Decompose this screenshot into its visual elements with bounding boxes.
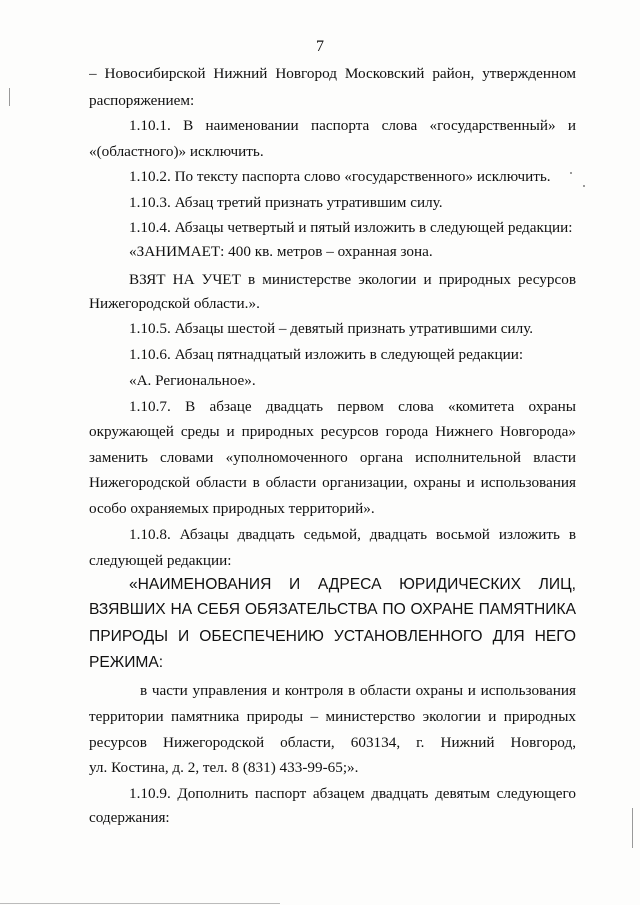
text-line: 1.10.6. Абзац пятнадцатый изложить в следующей редакции: — [129, 346, 524, 363]
scan-mark — [583, 185, 585, 187]
scan-mark — [570, 172, 572, 174]
text-line: «А. Региональное». — [129, 372, 256, 389]
text-line: Нижегородской области.». — [89, 295, 260, 312]
text-line: 1.10.8. Абзацы двадцать седьмой, двадцать восьмой изложить в — [129, 526, 576, 543]
text-line: ул. Костина, д. 2, тел. 8 (831) 433-99-65;». — [89, 759, 359, 776]
heading-line: РЕЖИМА: — [89, 654, 164, 671]
text-line: «(областного)» исключить. — [89, 143, 264, 160]
text-line: в части управления и контроля в области охраны и использования — [140, 682, 576, 699]
text-line: 1.10.7. В абзаце двадцать первом слова «комитета охраны — [129, 398, 576, 415]
heading-line: ВЗЯВШИХ НА СЕБЯ ОБЯЗАТЕЛЬСТВА ПО ОХРАНЕ ПАМЯТНИКА — [89, 601, 576, 618]
text-line: заменить словами «уполномоченного органа исполнительной власти — [89, 449, 576, 466]
text-line: 1.10.2. По тексту паспорта слово «государственного» исключить. — [129, 168, 551, 185]
heading-line: ПРИРОДЫ И ОБЕСПЕЧЕНИЮ УСТАНОВЛЕННОГО ДЛЯ НЕГО — [89, 628, 576, 645]
text-line: «ЗАНИМАЕТ: 400 кв. метров – охранная зона. — [129, 243, 433, 260]
text-line: территории памятника природы – министерство экологии и природных — [89, 708, 576, 725]
text-line: 1.10.9. Дополнить паспорт абзацем двадцать девятым следующего — [129, 785, 576, 802]
heading-line: «НАИМЕНОВАНИЯ И АДРЕСА ЮРИДИЧЕСКИХ ЛИЦ, — [129, 576, 576, 593]
text-line: 1.10.1. В наименовании паспорта слова «государственный» и — [129, 117, 576, 134]
scan-mark — [9, 88, 10, 106]
text-line: ресурсов Нижегородской области, 603134, г. Нижний Новгород, — [89, 734, 576, 751]
text-line: следующей редакции: — [89, 552, 232, 569]
scan-mark — [632, 808, 633, 848]
text-line: – Новосибирской Нижний Новгород Московский район, утвержденном — [89, 65, 576, 82]
text-line: ВЗЯТ НА УЧЕТ в министерстве экологии и природных ресурсов — [129, 271, 576, 288]
scan-edge — [0, 903, 280, 904]
page-number: 7 — [316, 38, 324, 55]
text-line: окружающей среды и природных ресурсов города Нижнего Новгорода» — [89, 423, 576, 440]
text-line: 1.10.3. Абзац третий признать утратившим силу. — [129, 194, 443, 211]
text-line: Нижегородской области в области организации, охраны и использования — [89, 474, 576, 491]
text-line: распоряжением: — [89, 92, 195, 109]
text-line: 1.10.5. Абзацы шестой – девятый признать утратившими силу. — [129, 320, 534, 337]
text-line: содержания: — [89, 809, 170, 826]
text-line: особо охраняемых природных территорий». — [89, 500, 375, 517]
text-line: 1.10.4. Абзацы четвертый и пятый изложить в следующей редакции: — [129, 219, 573, 236]
